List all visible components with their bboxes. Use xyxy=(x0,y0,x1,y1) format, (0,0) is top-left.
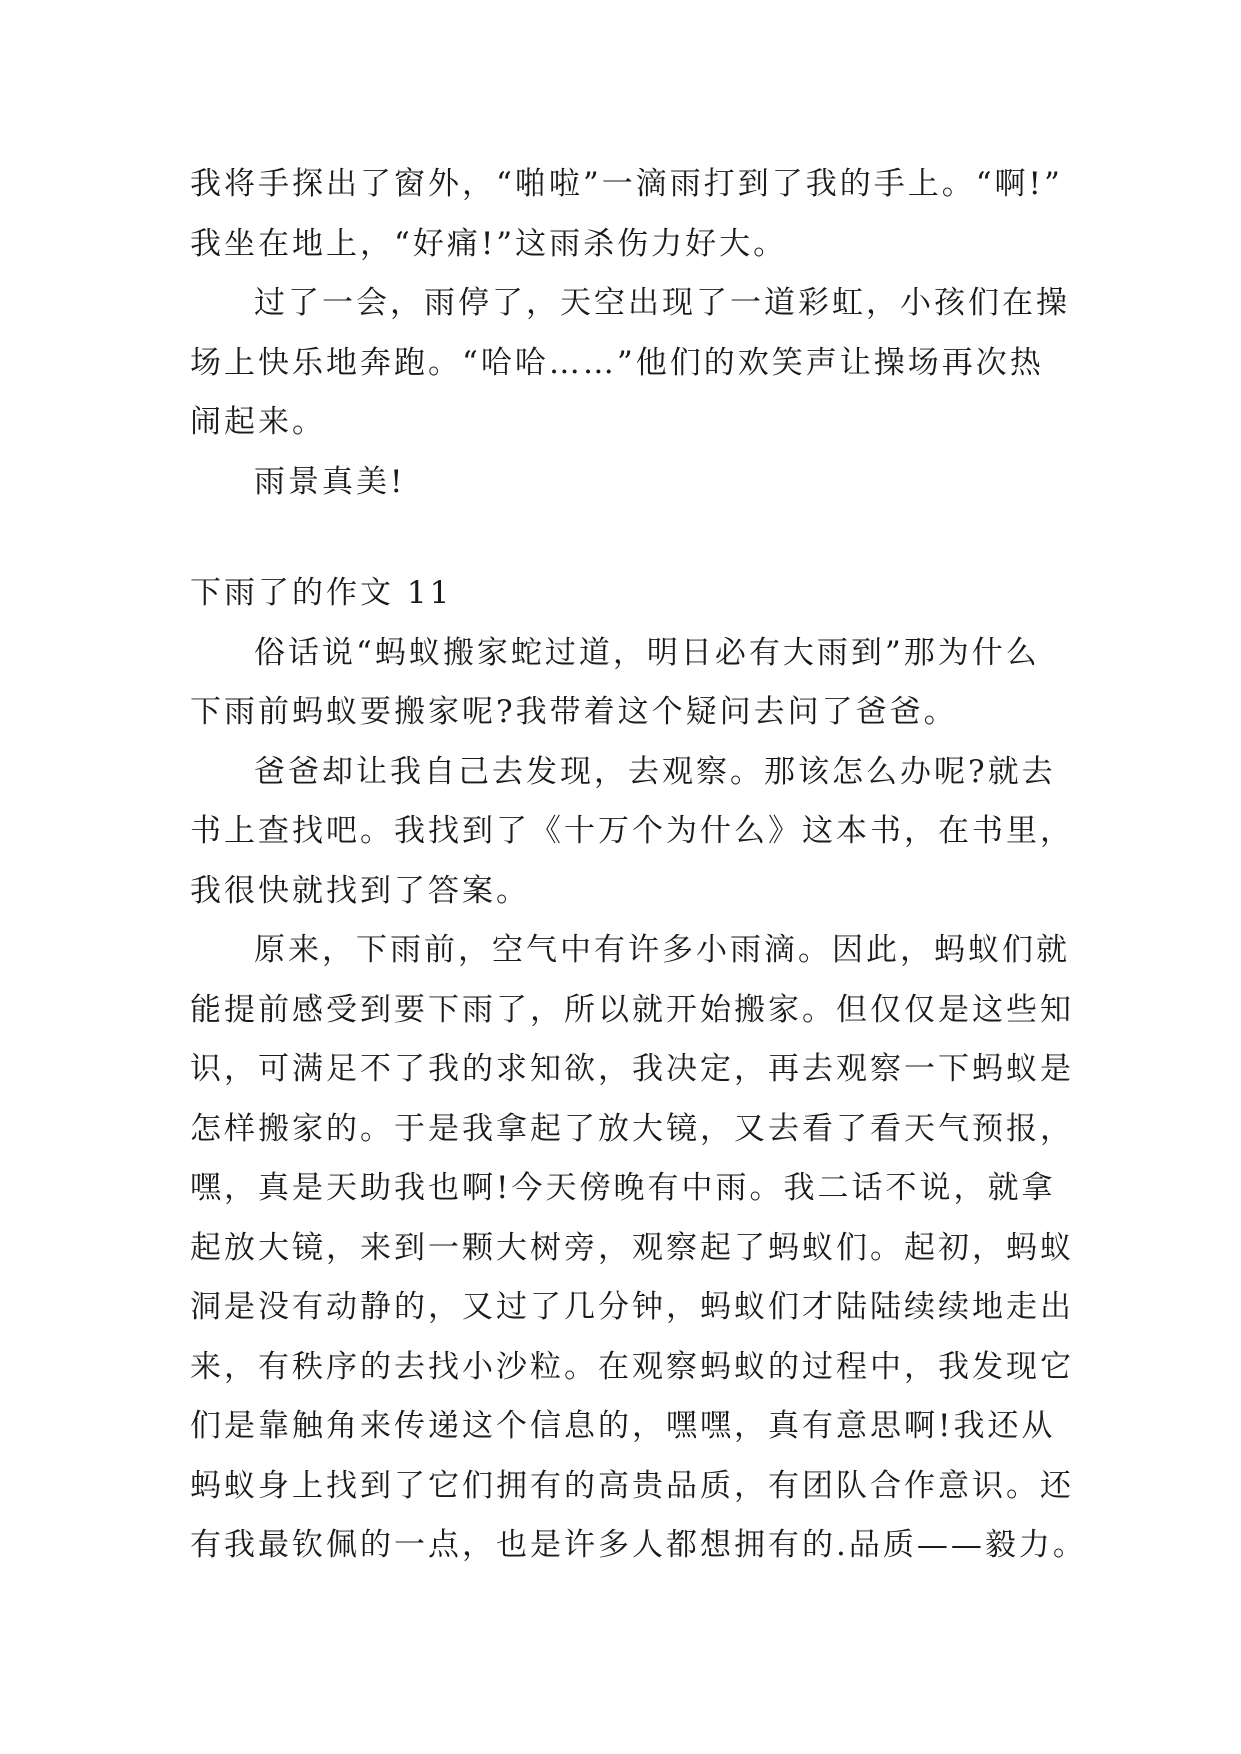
text-line: 嘿，真是天助我也啊!今天傍晚有中雨。我二话不说，就拿 xyxy=(190,1170,1056,1206)
paragraph xyxy=(190,453,1070,513)
section-title: 下雨了的作文 11 xyxy=(190,575,453,611)
text-line: 闹起来。 xyxy=(190,404,326,440)
text-line: 有我最钦佩的一点，也是许多人都想拥有的.品质——毅力。 xyxy=(190,1527,1087,1563)
text-line: 识，可满足不了我的求知欲，我决定，再去观察一下蚂蚁是 xyxy=(190,1051,1074,1087)
text-line: 们是靠触角来传递这个信息的，嘿嘿，真有意思啊!我还从 xyxy=(190,1408,1056,1444)
text-line: 来，有秩序的去找小沙粒。在观察蚂蚁的过程中，我发现它 xyxy=(190,1348,1074,1385)
section-gap xyxy=(190,512,1070,564)
paragraph xyxy=(190,921,1087,1576)
text-line: 雨景真美! xyxy=(254,463,406,500)
text-line: 爸爸却让我自己去发现，去观察。那该怎么办呢?就去 xyxy=(254,753,1056,790)
text-line: 我将手探出了窗外，“啪啦”一滴雨打到了我的手上。“啊!” xyxy=(190,166,1063,202)
text-line: 洞是没有动静的，又过了几分钟，蚂蚁们才陆陆续续地走出 xyxy=(190,1289,1074,1325)
text-line: 过了一会，雨停了，天空出现了一道彩虹，小孩们在操 xyxy=(254,285,1070,321)
paragraph xyxy=(190,155,1070,274)
text-line: 起放大镜，来到一颗大树旁，观察起了蚂蚁们。起初，蚂蚁 xyxy=(190,1229,1074,1266)
text-line: 能提前感受到要下雨了，所以就开始搬家。但仅仅是这些知 xyxy=(190,991,1074,1028)
text-line: 原来，下雨前，空气中有许多小雨滴。因此，蚂蚁们就 xyxy=(254,932,1070,968)
text-line: 俗话说“蚂蚁搬家蛇过道，明日必有大雨到”那为什么 xyxy=(254,634,1040,671)
text-line: 书上查找吧。我找到了《十万个为什么》这本书，在书里， xyxy=(190,813,1074,849)
document-page xyxy=(190,155,1087,1576)
paragraph xyxy=(190,624,1070,743)
paragraph xyxy=(190,743,1074,922)
text-line: 我坐在地上，“好痛!”这雨杀伤力好大。 xyxy=(190,225,788,262)
text-line: 怎样搬家的。于是我拿起了放大镜，又去看了看天气预报， xyxy=(190,1110,1074,1147)
text-line: 场上快乐地奔跑。“哈哈……”他们的欢笑声让操场再次热 xyxy=(190,344,1044,381)
paragraph xyxy=(190,274,1070,453)
text-line: 蚂蚁身上找到了它们拥有的高贵品质，有团队合作意识。还 xyxy=(190,1467,1074,1504)
text-line: 我很快就找到了答案。 xyxy=(190,872,530,909)
text-line: 下雨前蚂蚁要搬家呢?我带着这个疑问去问了爸爸。 xyxy=(190,694,958,730)
